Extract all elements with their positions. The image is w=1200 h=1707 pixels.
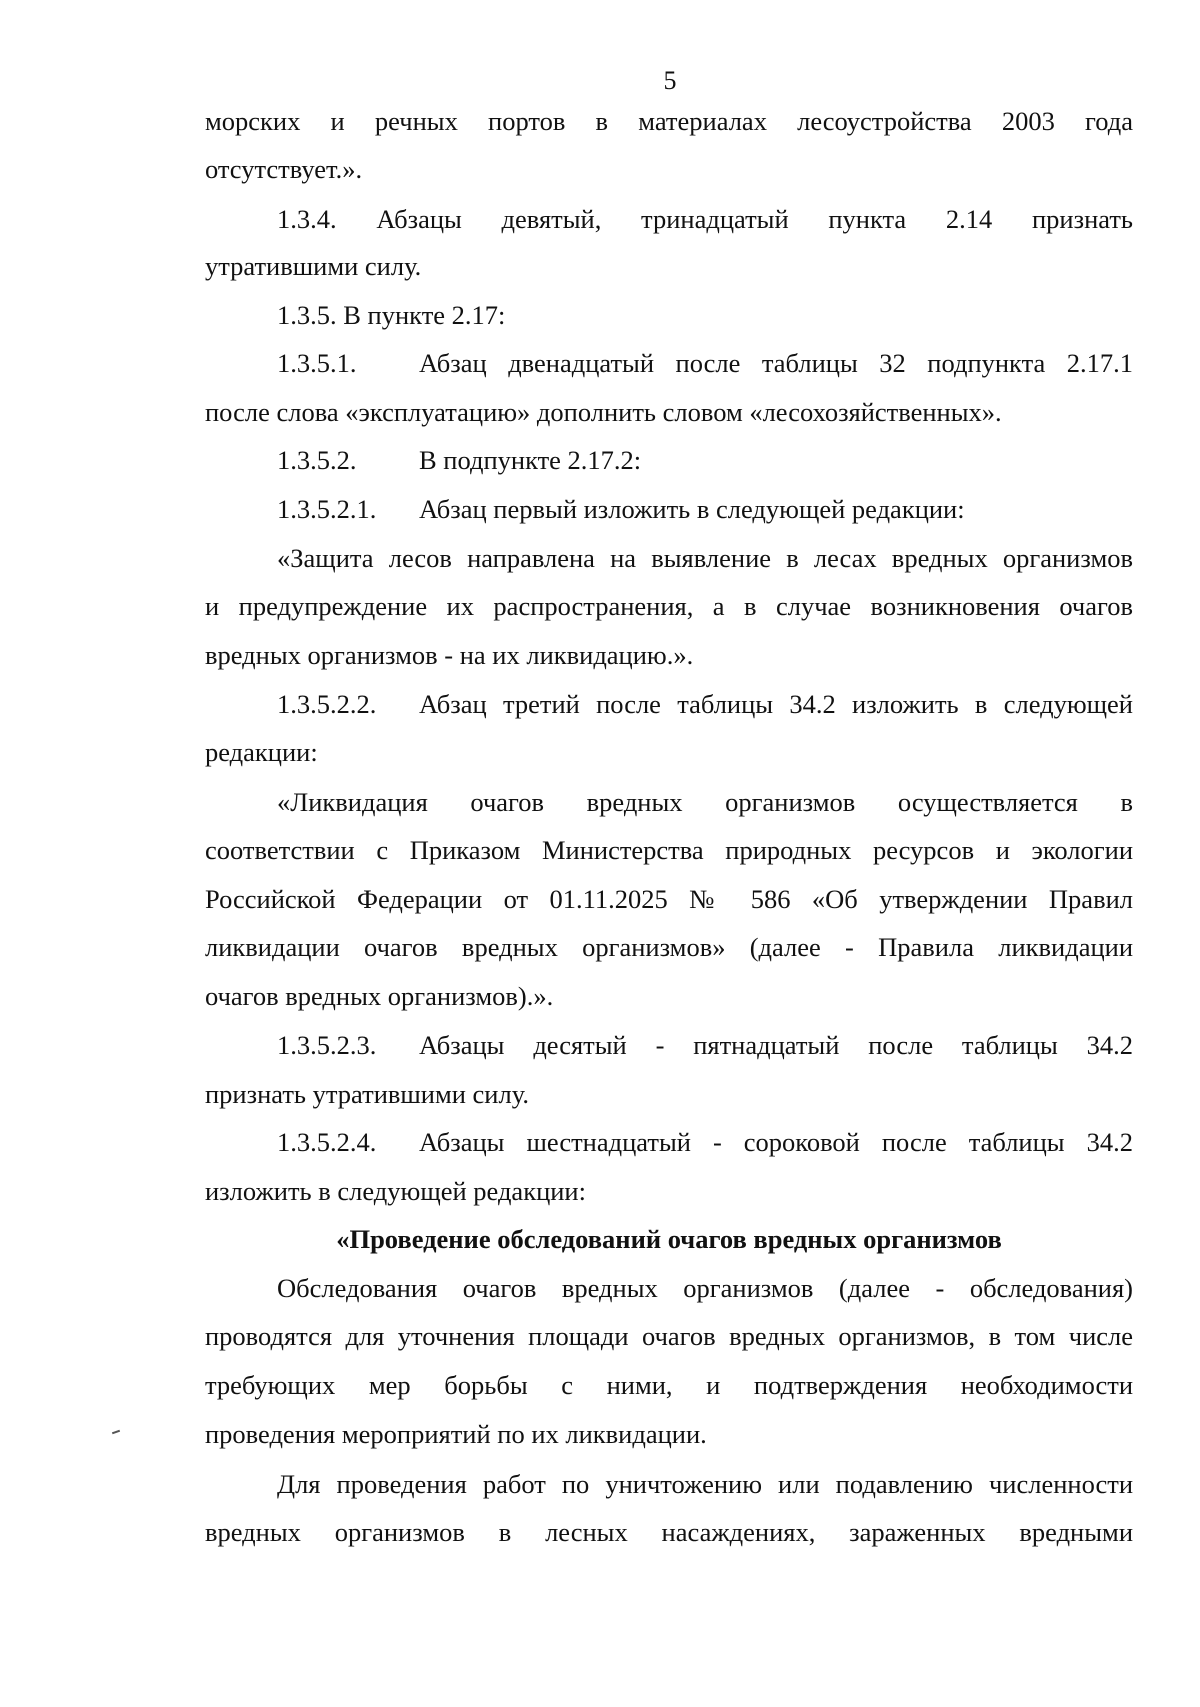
text-line: признать утратившими силу. (205, 1079, 529, 1109)
numbered-paragraph (277, 1125, 1133, 1159)
text-line: утратившими силу. (205, 251, 422, 281)
numbered-paragraph (277, 492, 1133, 526)
numbered-paragraph (277, 1028, 1133, 1062)
page-number: 5 (663, 66, 677, 95)
text-line: требующих мер борьбы с ними, и подтверждения необходимости (205, 1370, 1133, 1400)
text-line: вредных организмов в лесных насаждениях, зараженных вредными (205, 1517, 1133, 1547)
numbered-paragraph (277, 346, 1133, 380)
text-line: Обследования очагов вредных организмов (далее - обследования) (277, 1273, 1133, 1303)
text-line: «Ликвидация очагов вредных организмов осуществляется в (277, 787, 1133, 817)
text-line: проведения мероприятий по их ликвидации. (205, 1419, 707, 1449)
paragraph-number: 1.3.5.2.3. (277, 1030, 377, 1060)
text-line: 1.3.5. В пункте 2.17: (277, 300, 506, 330)
paragraph-text: Абзацы шестнадцатый - сороковой после таблицы 34.2 (419, 1127, 1133, 1157)
paragraph-number: 1.3.5.1. (277, 348, 357, 378)
paragraph-number: 1.3.5.2. (277, 445, 357, 475)
text-line: 1.3.4. Абзацы девятый, тринадцатый пункта 2.14 признать (277, 204, 1133, 234)
text-line: проводятся для уточнения площади очагов вредных организмов, в том числе (205, 1321, 1133, 1351)
text-line: и предупреждение их распространения, а в случае возникновения очагов (205, 591, 1133, 621)
paragraph-number: 1.3.5.2.4. (277, 1127, 377, 1157)
paragraph-text: Абзацы десятый - пятнадцатый после таблицы 34.2 (419, 1030, 1133, 1060)
scan-artifact-mark (112, 1430, 120, 1435)
text-line: после слова «эксплуатацию» дополнить словом «лесохозяйственных». (205, 397, 1002, 427)
text-line: редакции: (205, 737, 318, 767)
text-line: «Защита лесов направлена на выявление в лесах вредных организмов (277, 543, 1133, 573)
paragraph-text: Абзац двенадцатый после таблицы 32 подпункта 2.17.1 (419, 348, 1133, 378)
numbered-paragraph (277, 687, 1133, 721)
text-line: соответствии с Приказом Министерства природных ресурсов и экологии (205, 835, 1133, 865)
text-line: очагов вредных организмов).». (205, 981, 554, 1011)
paragraph-number: 1.3.5.2.1. (277, 494, 377, 524)
text-line: отсутствует.». (205, 154, 363, 184)
text-line: вредных организмов - на их ликвидацию.». (205, 640, 694, 670)
numbered-paragraph (277, 443, 1133, 477)
paragraph-text: В подпункте 2.17.2: (419, 445, 642, 475)
text-line: ликвидации очагов вредных организмов» (далее - Правила ликвидации (205, 932, 1133, 962)
text-line: Российской Федерации от 01.11.2025 № 586 «Об утверждении Правил (205, 884, 1133, 914)
paragraph-number: 1.3.5.2.2. (277, 689, 377, 719)
paragraph-text: Абзац первый изложить в следующей редакции: (419, 494, 965, 524)
text-line: морских и речных портов в материалах лесоустройства 2003 года (205, 106, 1133, 136)
text-line: изложить в следующей редакции: (205, 1176, 586, 1206)
section-heading: «Проведение обследований очагов вредных организмов (336, 1224, 1002, 1254)
paragraph-text: Абзац третий после таблицы 34.2 изложить в следующей (419, 689, 1133, 719)
text-line: Для проведения работ по уничтожению или подавлению численности (277, 1469, 1133, 1499)
